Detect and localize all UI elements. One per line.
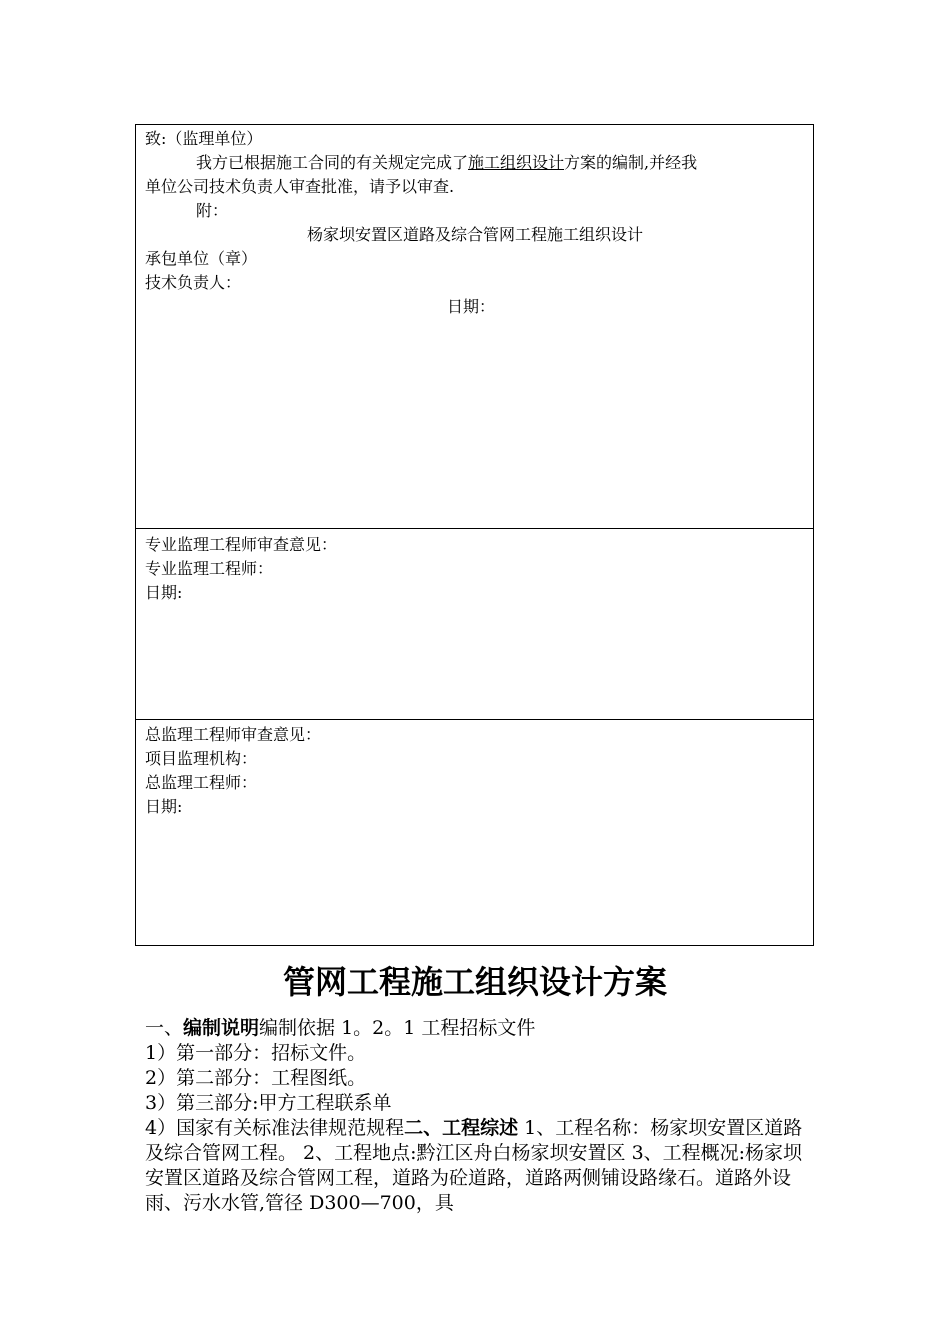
chief-opinion-label: 总监理工程师审查意见：: [145, 725, 322, 744]
underlined-term: 施工组织设计: [468, 153, 565, 172]
tech-lead-label: 技术负责人：: [145, 273, 242, 292]
submission-cell: [136, 125, 813, 528]
document-body: [145, 1016, 815, 1216]
chief-date-label: 日期:: [145, 797, 183, 816]
body-line-1: 一、编制说明编制依据 1。2。1 工程招标文件: [145, 1017, 536, 1039]
chief-review-cell: [136, 719, 813, 945]
addressee-line: 致:（监理单位）: [145, 129, 263, 148]
body-line-4: 3）第三部分:甲方工程联系单: [145, 1092, 392, 1114]
body-line-3: 2）第二部分：工程图纸。: [145, 1067, 367, 1089]
engineer-label: 专业监理工程师：: [145, 559, 274, 578]
attachment-title: 杨家坝安置区道路及综合管网工程施工组织设计: [306, 225, 643, 244]
engineer-date-label: 日期:: [145, 583, 183, 602]
document-title: 管网工程施工组织设计方案: [282, 963, 667, 1001]
statement-line-1: 我方已根据施工合同的有关规定完成了施工组织设计方案的编制,并经我: [196, 153, 698, 172]
section-heading: 编制说明: [183, 1017, 260, 1039]
body-paragraph: 4）国家有关标准法律规范规程二、工程综述 1、工程名称：杨家坝安置区道路及综合管网工程。 2、工程地点:黔江区舟白杨家坝安置区 3、工程概况:杨家坝安置区道路及综合管网工程，道路为砼道路，道路两侧铺设路缘石。道路外设雨、污水水管,管径 D300—700，具: [145, 1117, 803, 1214]
body-line-2: 1）第一部分：招标文件。: [145, 1042, 367, 1064]
date-label: 日期：: [447, 297, 496, 316]
attachment-label: 附：: [196, 201, 229, 220]
section-heading: 二、工程综述: [404, 1117, 519, 1139]
approval-form-table: [135, 124, 814, 946]
contractor-label: 承包单位（章）: [145, 249, 258, 268]
engineer-opinion-label: 专业监理工程师审查意见：: [145, 535, 338, 554]
agency-label: 项目监理机构：: [145, 749, 258, 768]
chief-engineer-label: 总监理工程师：: [145, 773, 258, 792]
statement-line-2: 单位公司技术负责人审查批准，请予以审查.: [145, 177, 455, 196]
engineer-review-cell: [136, 528, 813, 719]
